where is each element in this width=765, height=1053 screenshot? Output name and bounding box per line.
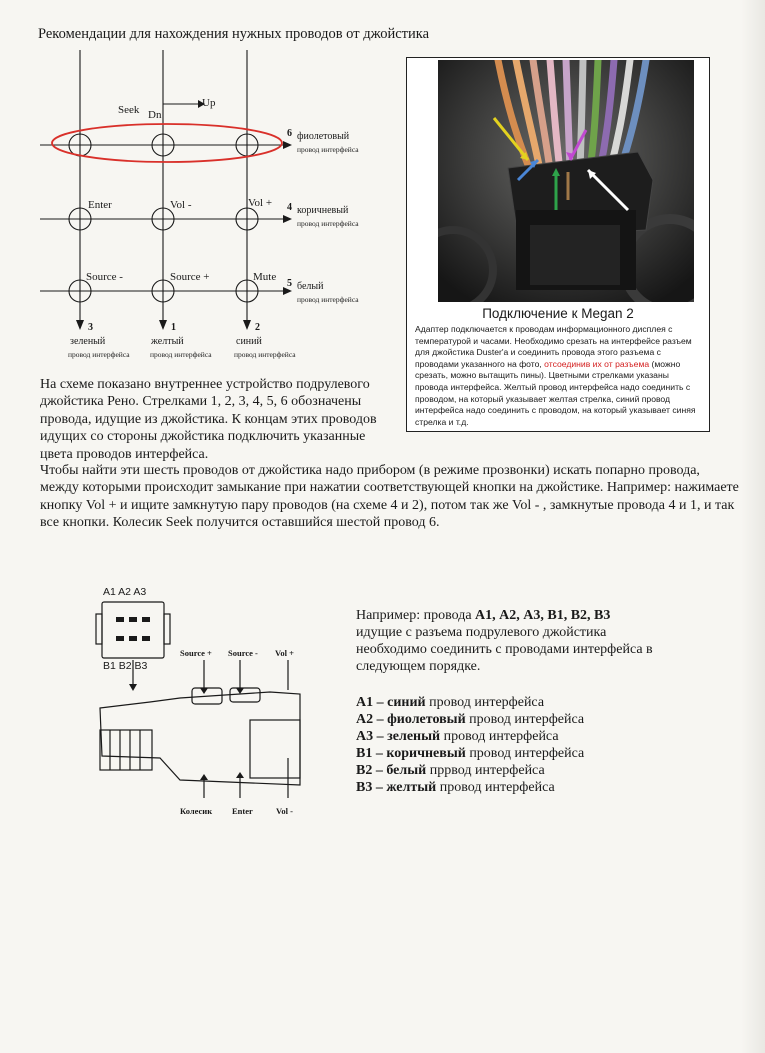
photo-panel	[406, 57, 710, 432]
wire-2-color: синий	[236, 336, 262, 347]
vol-minus-label: Vol -	[170, 199, 192, 211]
wire-4-color: коричневый	[297, 205, 349, 216]
wire-5-color: белый	[297, 281, 324, 292]
wire-1-note: провод интерфейса	[150, 350, 212, 359]
connector-photo	[438, 60, 694, 302]
page-title: Рекомендации для нахождения нужных проводов от джойстика	[38, 26, 430, 42]
connector-vol-minus: Vol -	[276, 806, 293, 816]
wire-1-color: желтый	[151, 336, 184, 347]
connector-source-minus: Source -	[228, 648, 258, 658]
connector-source-plus: Source +	[180, 648, 212, 658]
dn-label: Dn	[148, 109, 162, 121]
joystick-connector-drawing	[80, 580, 345, 835]
vol-plus-label: Vol +	[248, 197, 273, 209]
connector-enter: Enter	[232, 806, 253, 816]
mute-label: Mute	[253, 271, 277, 283]
mapping-row: А1 – синий провод интерфейса	[356, 695, 545, 710]
mapping-row: А2 – фиолетовый провод интерфейса	[356, 712, 585, 727]
connector-top-pins: A1 A2 A3	[103, 586, 147, 598]
wire-6-color: фиолетовый	[297, 131, 350, 142]
seek-label: Seek	[118, 104, 140, 116]
mapping-row: В2 – белый пррвод интерфейса	[356, 763, 545, 778]
wire-3-color: зеленый	[70, 336, 106, 347]
wire-3-note: провод интерфейса	[68, 350, 130, 359]
source-plus-label: Source +	[170, 271, 210, 283]
photo-description-highlight: отсоединив их от разъема	[544, 358, 650, 369]
wire-4-number: 4	[287, 202, 292, 213]
source-minus-label: Source -	[86, 271, 123, 283]
wire-3-number: 3	[88, 322, 93, 333]
diagram-explanation: На схеме показано внутреннее устройство подрулевого джойстика Рено. Стрелками 1, 2, 3, 4, 5, 6 обозначены провода, идущие из джойстика. К концам этих проводов идущих со стороны джойстика подключить указанные цвета проводов интерфейса.	[40, 377, 377, 462]
wire-2-note: провод интерфейса	[234, 350, 296, 359]
mapping-row: В1 – коричневый провод интерфейса	[356, 746, 585, 761]
wire-6-note: провод интерфейса	[297, 145, 359, 154]
wire-4-note: провод интерфейса	[297, 219, 359, 228]
wire-5-number: 5	[287, 278, 292, 289]
wire-1-number: 1	[171, 322, 176, 333]
wire-5-note: провод интерфейса	[297, 295, 359, 304]
test-instructions: Чтобы найти эти шесть проводов от джойстика надо прибором (в режиме прозвонки) искать попарно провода, между которыми происходит замыкание при нажатии соответствующей кнопки на джойстике. Например: нажимаете кнопку Vol + и ищите замкнутую пару проводов (на схеме 4 и 2), потом так же Vol - , замкнутые провода 4 и 1, и так все кнопки. Колесик Seek получится оставшийся шестой провод 6.	[40, 463, 739, 531]
photo-description: Адаптер подключается к проводам информационного дисплея с температурой и часами. Необходимо срезать на интерфейсе разъем для джойстика Duster'а и соединить провода этого разъема с проводами указанного на фото, отсоединив их от разъема (можно срезать, можно вытащить пины). Цветными стрелками указаны провода интерфейса. Желтый провод интерфейса надо соединить с проводом, на который указывает желтая стрелка, синий провод интерфейса надо соединить с проводом, на который указывает синяя стрелка и т.д.	[415, 324, 696, 427]
page-edge	[741, 0, 765, 1053]
up-label: Up	[202, 97, 216, 109]
wire-6-number: 6	[287, 128, 292, 139]
connector-vol-plus: Vol +	[275, 648, 294, 658]
enter-label: Enter	[88, 199, 112, 211]
photo-caption: Подключение к Megan 2	[482, 306, 634, 321]
wire-2-number: 2	[255, 322, 260, 333]
switch-matrix-diagram	[0, 0, 400, 370]
wire-mapping-list	[356, 694, 656, 796]
connector-wire-names: А1, А2, А3, В1, В2, В3	[475, 608, 611, 623]
mapping-row: А3 – зеленый провод интерфейса	[356, 729, 559, 744]
connector-wheel: Колесик	[180, 806, 213, 816]
connector-bottom-pins: B1 B2 B3	[103, 660, 148, 672]
connector-explanation: Например: провода А1, А2, А3, В1, В2, В3 идущие с разъема подрулевого джойстика необходимо соединить с проводами интерфейса в следующем порядке.	[356, 608, 653, 674]
mapping-row: В3 – желтый провод интерфейса	[356, 780, 555, 795]
